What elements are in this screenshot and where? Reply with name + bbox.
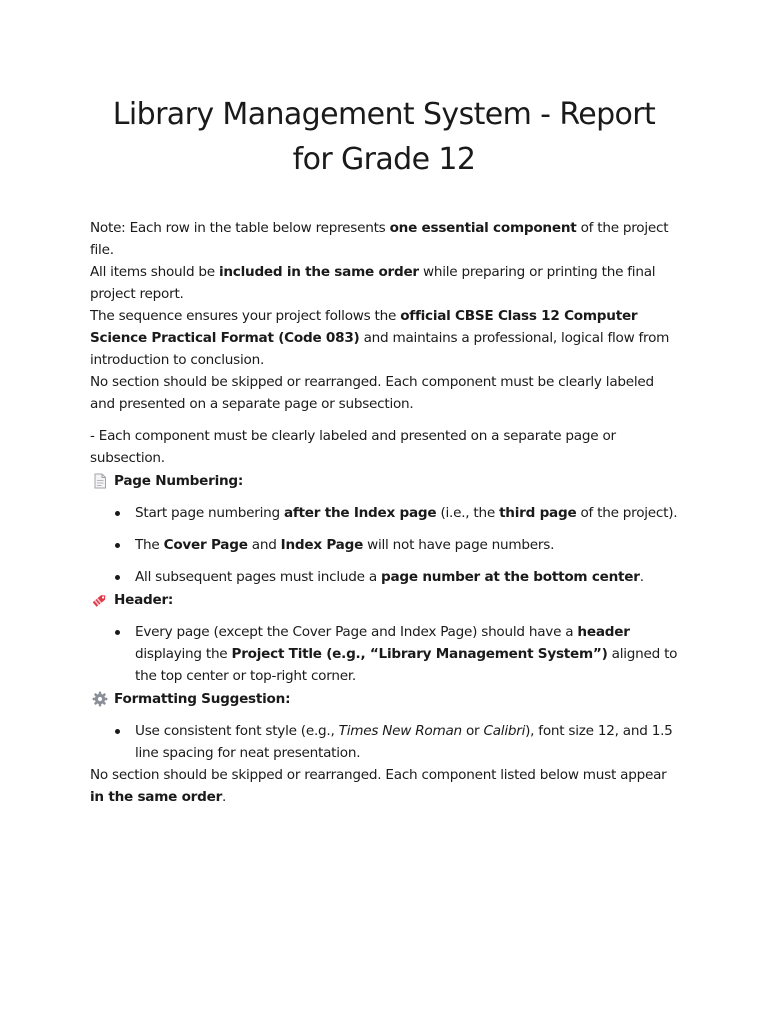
dash-note: - Each component must be clearly labeled and presented on a separate page or subsection.: [90, 428, 616, 466]
note-emphasis: official CBSE Class 12 Computer Science Practical Format (Code 083): [90, 308, 638, 346]
note-text: The sequence ensures your project follows the: [90, 308, 401, 324]
closing-note: No section should be skipped or rearranged. Each component listed below must appear in the same order.: [90, 767, 667, 805]
intro-note: [90, 217, 682, 415]
page-title: Library Management System - Report for Grade 12: [112, 97, 656, 177]
list-item: Start page numbering after the Index page (i.e., the third page of the project).: [90, 502, 682, 524]
page-numbering-heading: [90, 470, 682, 492]
formatting-heading: [90, 688, 682, 710]
section-heading-label: Formatting Suggestion:: [114, 691, 291, 707]
note-text: Note: Each row in the table below represents: [90, 220, 390, 236]
note-text: All items should be: [90, 264, 219, 280]
note-text: while preparing or printing the final project report.: [90, 264, 656, 302]
formatting-list: [90, 720, 682, 764]
list-item: Every page (except the Cover Page and Index Page) should have a header displaying the Project Title (e.g., “Library Management System”) aligned to the top center or top-right corner.: [90, 621, 682, 687]
list-item: All subsequent pages must include a page number at the bottom center.: [90, 566, 682, 588]
header-heading: [90, 589, 682, 611]
bookmark-tag-icon: [90, 591, 110, 609]
note-emphasis: one essential component: [389, 220, 577, 236]
section-heading-label: Header:: [114, 592, 174, 608]
note-text: No section should be skipped or rearranged. Each component must be clearly labeled and presented on a separate page or subsection.: [90, 374, 654, 412]
list-item: Use consistent font style (e.g., Times New Roman or Calibri), font size 12, and 1.5 line spacing for neat presentation.: [90, 720, 682, 764]
list-item: The Cover Page and Index Page will not have page numbers.: [90, 534, 682, 556]
section-heading-label: Page Numbering:: [114, 473, 244, 489]
page-icon: [90, 472, 110, 490]
gear-icon: [90, 690, 110, 708]
page-numbering-list: [90, 502, 682, 588]
note-text: of the project file.: [90, 220, 669, 258]
note-text: and maintains a professional, logical flow from introduction to conclusion.: [90, 330, 670, 368]
header-list: [90, 621, 682, 687]
document-body: [90, 217, 682, 808]
note-emphasis: included in the same order: [218, 264, 419, 280]
